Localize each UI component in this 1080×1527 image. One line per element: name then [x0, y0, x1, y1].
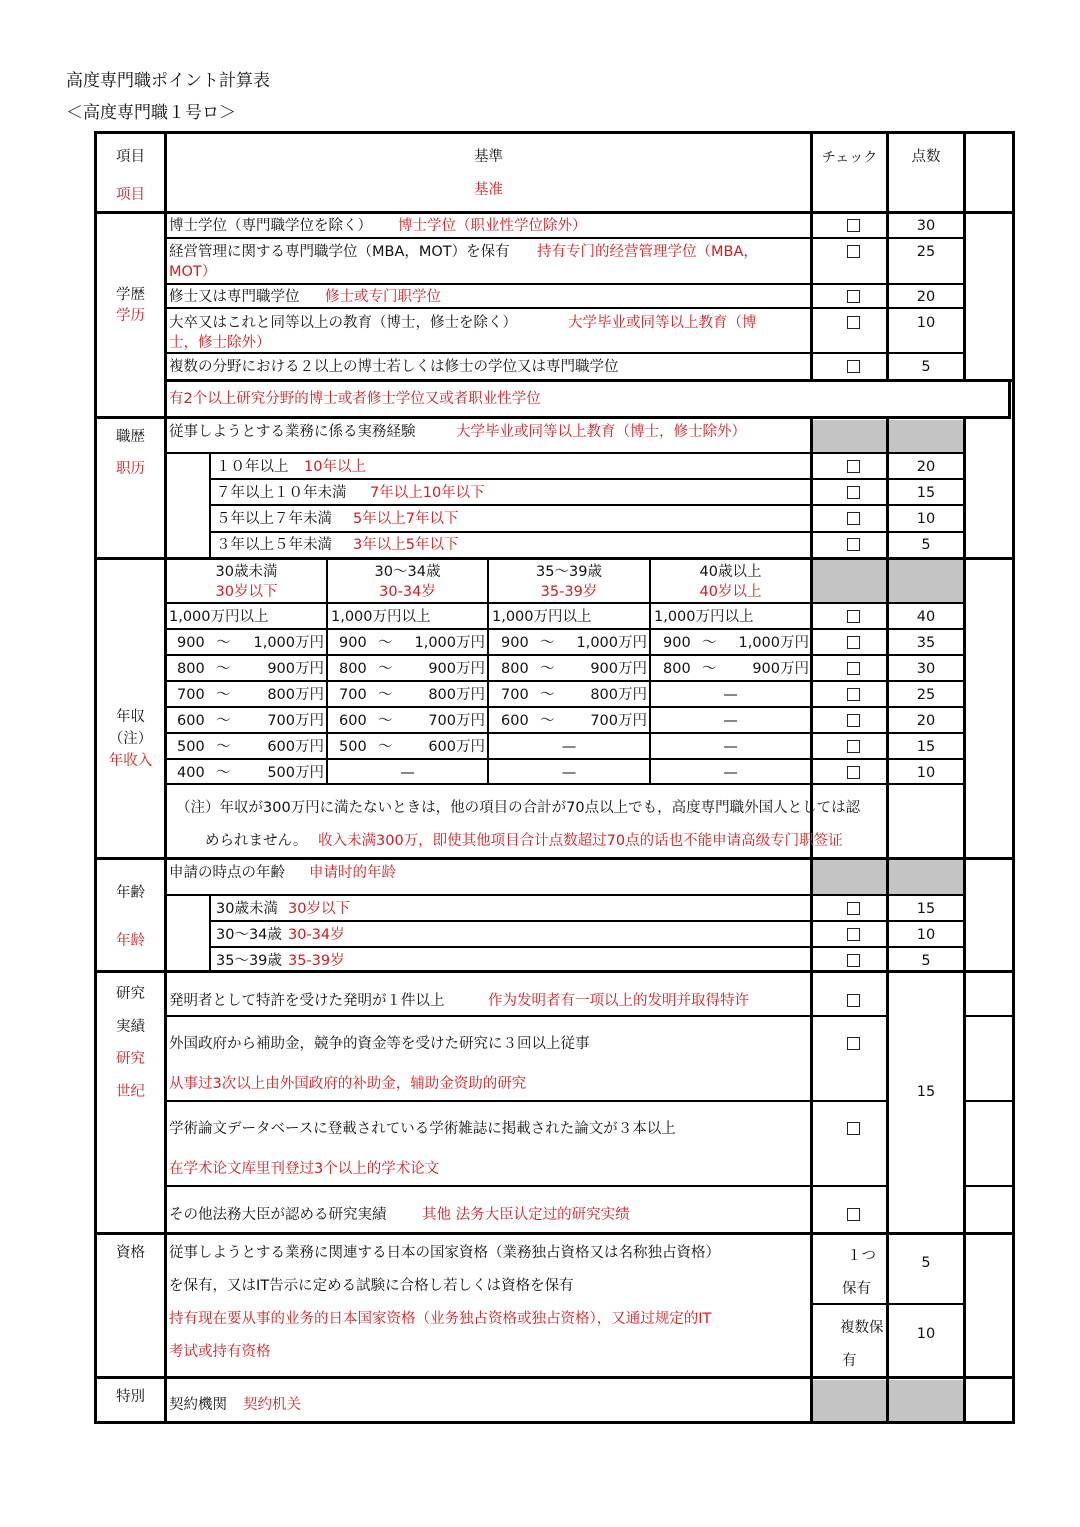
checkbox[interactable]: [847, 636, 860, 649]
header-item-cn: 项目: [116, 187, 145, 203]
page-title: 高度専門職ポイント計算表: [66, 71, 270, 91]
header-criteria-cn: 基准: [474, 182, 503, 198]
checkbox[interactable]: [847, 1208, 860, 1221]
checkbox[interactable]: [847, 219, 860, 232]
income-col-cn: 30-34岁: [379, 584, 436, 600]
income-note-cn: 收入未满300万，即使其他项目合计点数超过70点的话也不能申请高级专门职签证: [318, 833, 843, 849]
qualification-cn1: 持有现在要从事的业务的日本国家资格（业务独占资格或独占资格），又通过规定的IT: [169, 1311, 712, 1327]
checkbox[interactable]: [847, 994, 860, 1007]
career-heading-cn: 大学毕业或同等以上教育（博士，修士除外）: [456, 424, 746, 440]
research-label-cn2: 世纪: [116, 1084, 145, 1100]
checkbox[interactable]: [847, 245, 860, 258]
career-heading-jp: 従事しようとする業務に係る実務経験: [169, 424, 416, 440]
income-col-jp: 40歳以上: [699, 564, 762, 580]
qualification-label: 資格: [116, 1245, 145, 1261]
checkbox[interactable]: [847, 290, 860, 303]
qualification-one-b: 保有: [842, 1281, 871, 1297]
checkbox[interactable]: [847, 902, 860, 915]
income-label-cn: 年收入: [108, 753, 153, 769]
header-points: 点数: [911, 149, 941, 165]
checkbox[interactable]: [847, 688, 860, 701]
checkbox[interactable]: [847, 662, 860, 675]
income-col-cn: 40岁以上: [699, 584, 762, 600]
income-note-jp2: められません。: [205, 833, 308, 849]
checkbox[interactable]: [847, 1122, 860, 1135]
age-label-jp: 年齢: [116, 885, 145, 901]
income-col-jp: 35～39歳: [536, 564, 602, 580]
checkbox[interactable]: [847, 512, 860, 525]
checkbox[interactable]: [847, 1037, 860, 1050]
checkbox[interactable]: [847, 610, 860, 623]
checkbox[interactable]: [847, 714, 860, 727]
research-label-cn1: 研究: [116, 1051, 145, 1067]
research-points: 15: [916, 1084, 936, 1100]
career-label-jp: 職歴: [116, 429, 145, 445]
education-label-cn: 学历: [116, 308, 145, 324]
header-item-jp: 項目: [116, 149, 145, 165]
checkbox[interactable]: [847, 766, 860, 779]
qualification-one-points: 5: [921, 1255, 931, 1271]
qualification-one-a: １つ: [847, 1248, 876, 1264]
qualification-cn2: 考试或持有资格: [169, 1344, 271, 1360]
qualification-multi-a: 複数保: [840, 1320, 884, 1336]
age-heading-jp: 申請の時点の年齢: [169, 865, 285, 881]
checkbox[interactable]: [847, 460, 860, 473]
income-col-cn: 35-39岁: [540, 584, 598, 600]
qualification-multi-points: 10: [916, 1326, 936, 1342]
income-col-cn: 30岁以下: [215, 584, 278, 600]
header-criteria-jp: 基準: [474, 149, 503, 165]
page-subtitle: ＜高度専門職１号ロ＞: [66, 103, 236, 123]
checkbox[interactable]: [847, 954, 860, 967]
income-note-jp1: （注）年収が300万円に満たないときは，他の項目の合計が70点以上でも，高度専門職外国人としては認: [176, 800, 861, 816]
special-jp: 契約機関: [169, 1397, 227, 1413]
income-label-note: （注）: [108, 731, 153, 747]
income-label-jp: 年収: [116, 709, 145, 725]
research-label-jp1: 研究: [116, 986, 145, 1002]
checkbox[interactable]: [847, 740, 860, 753]
research-label-jp2: 実績: [116, 1019, 145, 1035]
special-label: 特別: [116, 1389, 145, 1405]
income-col-jp: 30～34歳: [374, 564, 441, 580]
education-label-jp: 学歴: [116, 287, 145, 303]
career-label-cn: 职历: [116, 461, 145, 477]
checkbox[interactable]: [847, 928, 860, 941]
checkbox[interactable]: [847, 486, 860, 499]
qualification-jp1: 従事しようとする業務に関連する日本の国家資格（業務独占資格又は名称独占資格）: [169, 1245, 720, 1261]
checkbox[interactable]: [847, 360, 860, 373]
income-col-jp: 30歳未満: [215, 564, 278, 580]
education-multi-cn: 有2个以上研究分野的博士或者修士学位又或者职业性学位: [169, 391, 541, 407]
checkbox[interactable]: [847, 538, 860, 551]
checkbox[interactable]: [847, 316, 860, 329]
qualification-jp2: を保有，又はIT告示に定める試験に合格し若しくは資格を保有: [169, 1278, 574, 1294]
age-heading-cn: 申请时的年龄: [309, 865, 396, 881]
special-cn: 契约机关: [243, 1397, 301, 1413]
age-label-cn: 年龄: [116, 933, 145, 949]
header-check: チェック: [821, 150, 878, 166]
qualification-multi-b: 有: [842, 1353, 857, 1369]
